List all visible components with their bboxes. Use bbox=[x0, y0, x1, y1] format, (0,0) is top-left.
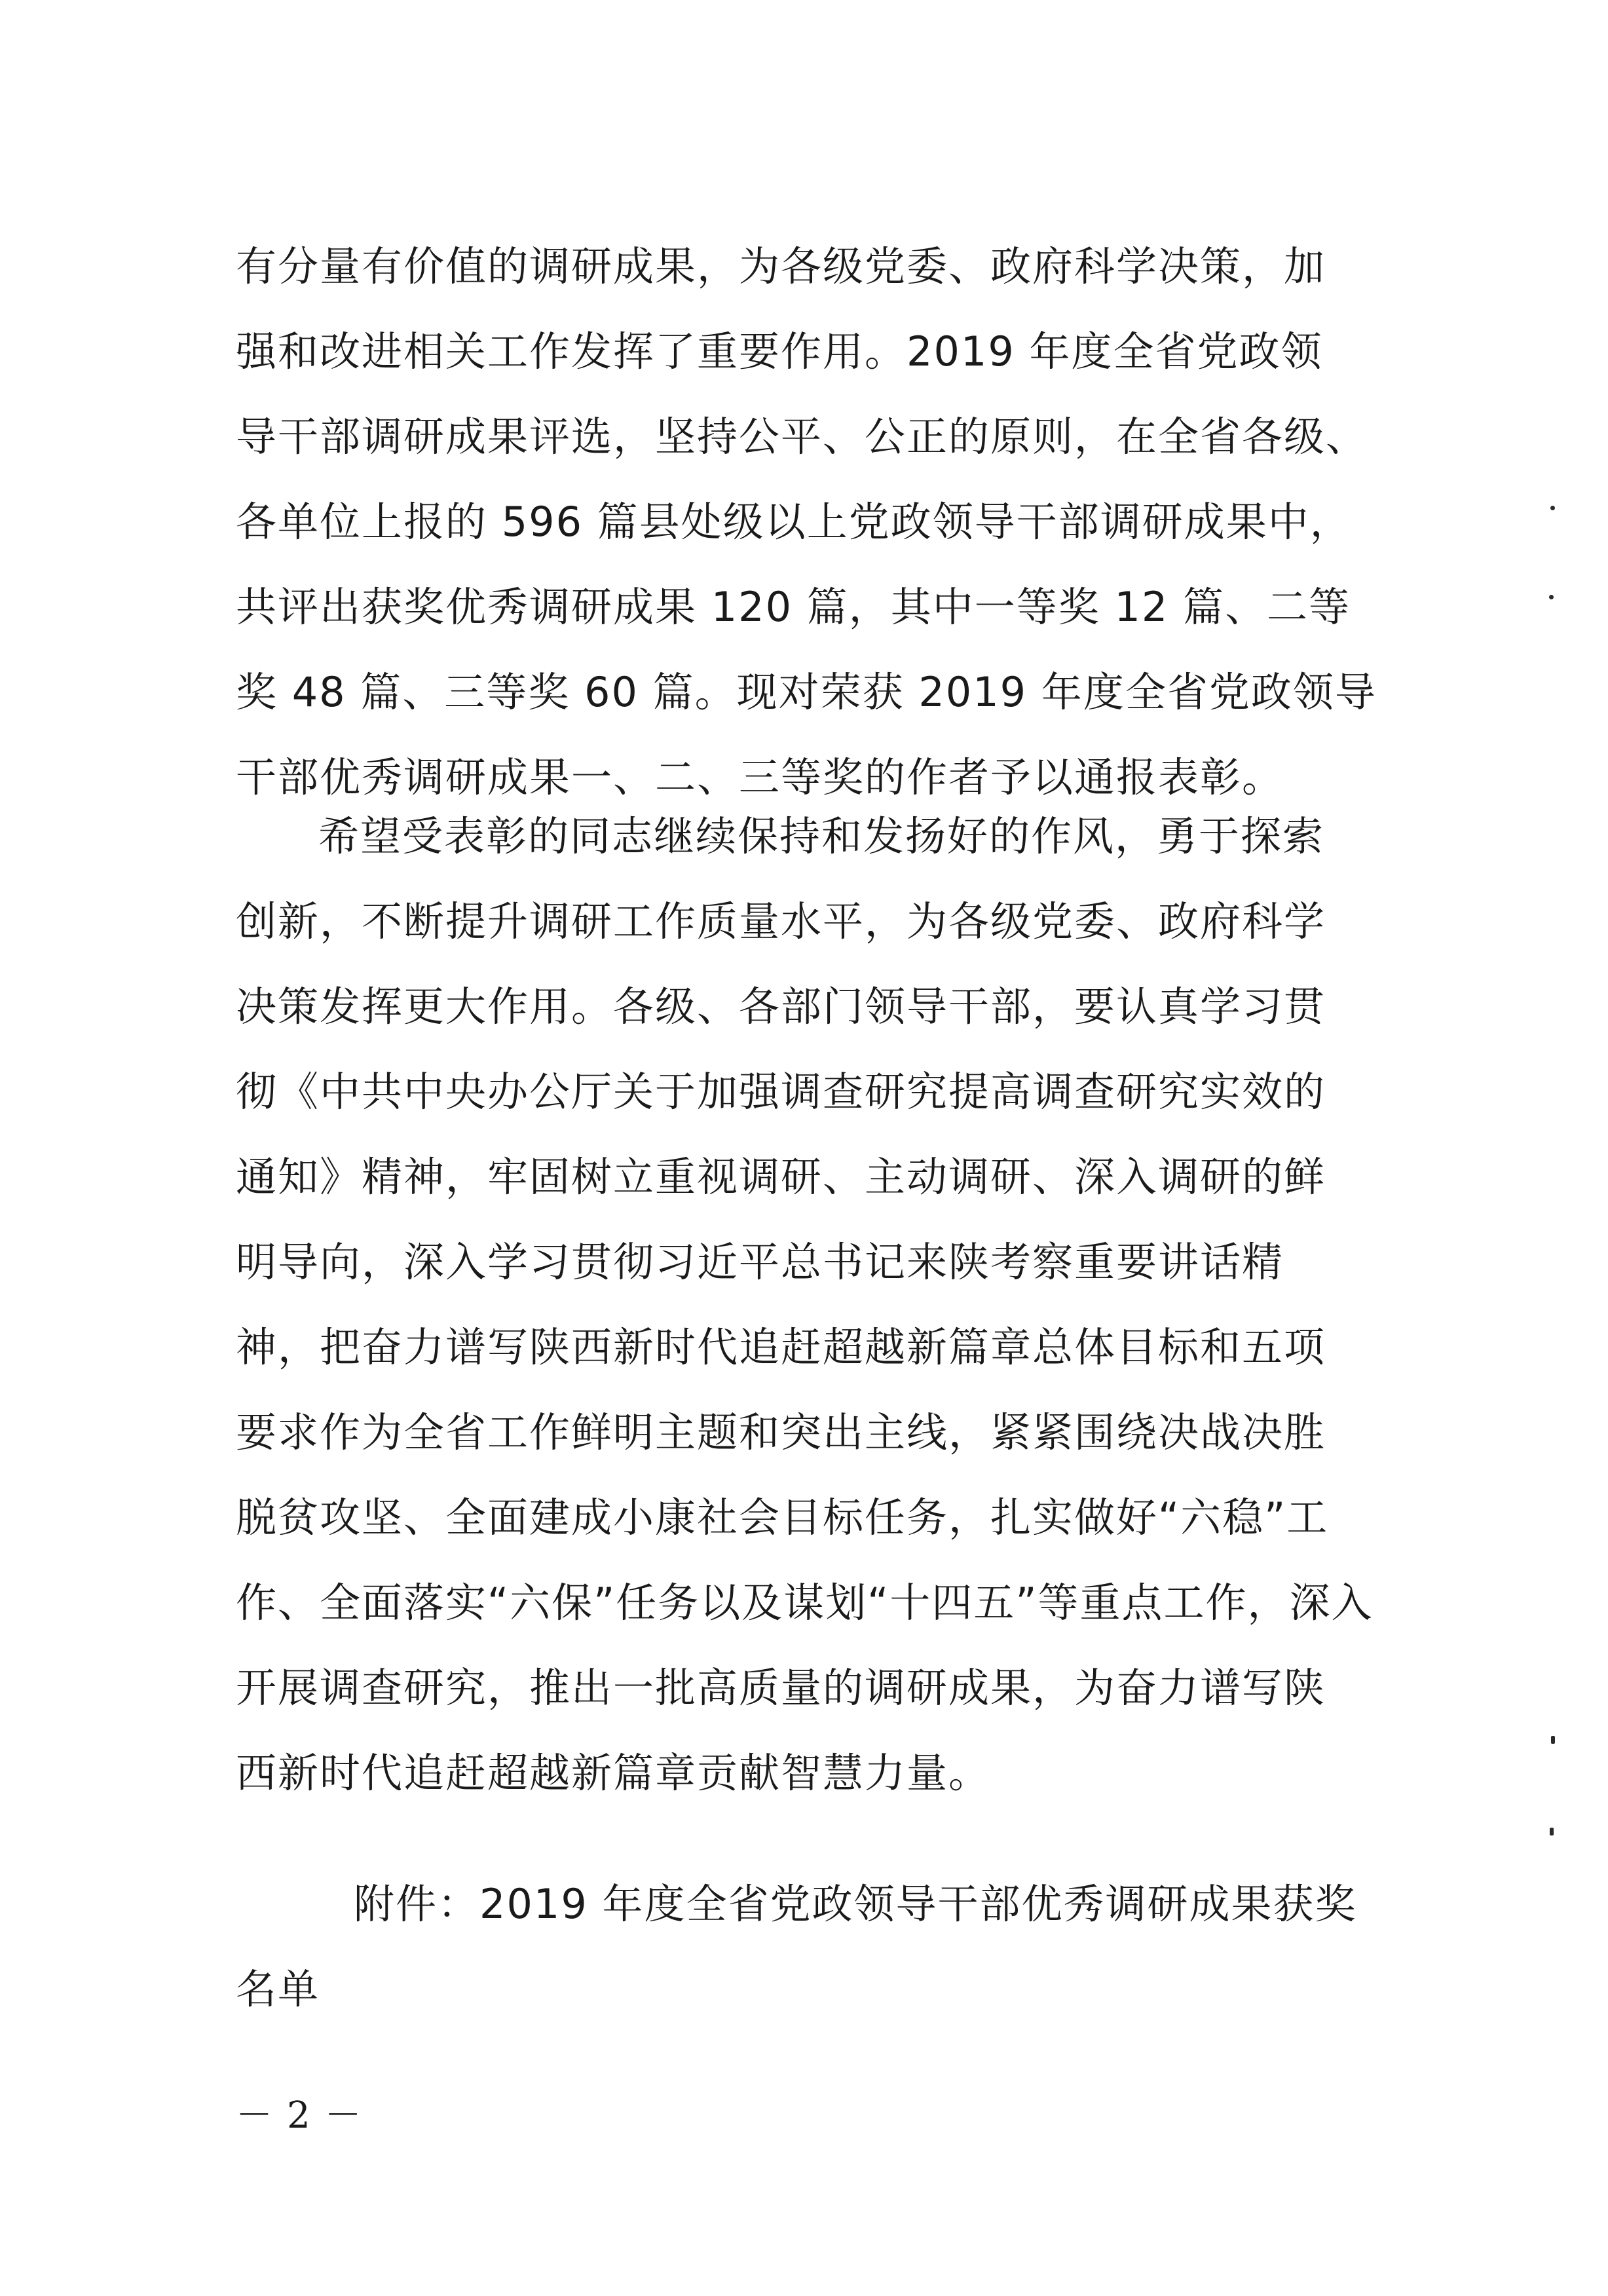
scan-speck bbox=[1550, 1828, 1554, 1835]
paragraph-line: 通知》精神，牢固树立重视调研、主动调研、深入调研的鲜 bbox=[236, 1153, 1326, 1201]
paragraph-line: 彻《中共中央办公厅关于加强调查研究提高调查研究实效的 bbox=[236, 1068, 1326, 1116]
paragraph-line: 希望受表彰的同志继续保持和发扬好的作风，勇于探索 bbox=[318, 812, 1325, 860]
paragraph-line: 各单位上报的 596 篇县处级以上党政领导干部调研成果中， bbox=[236, 498, 1352, 546]
paragraph-line: 西新时代追赶超越新篇章贡献智慧力量。 bbox=[236, 1749, 991, 1797]
paragraph-line: 脱贫攻坚、全面建成小康社会目标任务，扎实做好“六稳”工 bbox=[236, 1494, 1329, 1541]
paragraph-line: 开展调查研究，推出一批高质量的调研成果，为奋力谱写陕 bbox=[236, 1664, 1326, 1712]
paragraph-line: 奖 48 篇、三等奖 60 篇。现对荣获 2019 年度全省党政领导 bbox=[236, 668, 1377, 716]
attachment-line: 名单 bbox=[236, 1965, 320, 2013]
paragraph-line: 有分量有价值的调研成果，为各级党委、政府科学决策，加 bbox=[236, 242, 1326, 290]
paragraph-line: 干部优秀调研成果一、二、三等奖的作者予以通报表彰。 bbox=[236, 753, 1284, 801]
scan-speck bbox=[1549, 595, 1554, 599]
paragraph-line: 作、全面落实“六保”任务以及谋划“十四五”等重点工作，深入 bbox=[236, 1579, 1374, 1627]
paragraph-line: 导干部调研成果评选，坚持公平、公正的原则，在全省各级、 bbox=[236, 413, 1368, 461]
scan-speck bbox=[1551, 1736, 1555, 1744]
attachment-line: 附件：2019 年度全省党政领导干部优秀调研成果获奖 bbox=[354, 1880, 1357, 1928]
paragraph-line: 共评出获奖优秀调研成果 120 篇，其中一等奖 12 篇、二等 bbox=[236, 583, 1351, 631]
paragraph-line: 要求作为全省工作鲜明主题和突出主线，紧紧围绕决战决胜 bbox=[236, 1408, 1326, 1456]
page-number: －2－ bbox=[236, 2094, 376, 2137]
paragraph-line: 创新，不断提升调研工作质量水平，为各级党委、政府科学 bbox=[236, 897, 1326, 945]
paragraph-line: 明导向，深入学习贯彻习近平总书记来陕考察重要讲话精 bbox=[236, 1238, 1284, 1286]
scan-speck bbox=[1550, 506, 1555, 510]
paragraph-line: 决策发挥更大作用。各级、各部门领导干部，要认真学习贯 bbox=[236, 983, 1326, 1030]
paragraph-line: 强和改进相关工作发挥了重要作用。2019 年度全省党政领 bbox=[236, 328, 1323, 375]
paragraph-line: 神，把奋力谱写陕西新时代追赶超越新篇章总体目标和五项 bbox=[236, 1323, 1326, 1371]
